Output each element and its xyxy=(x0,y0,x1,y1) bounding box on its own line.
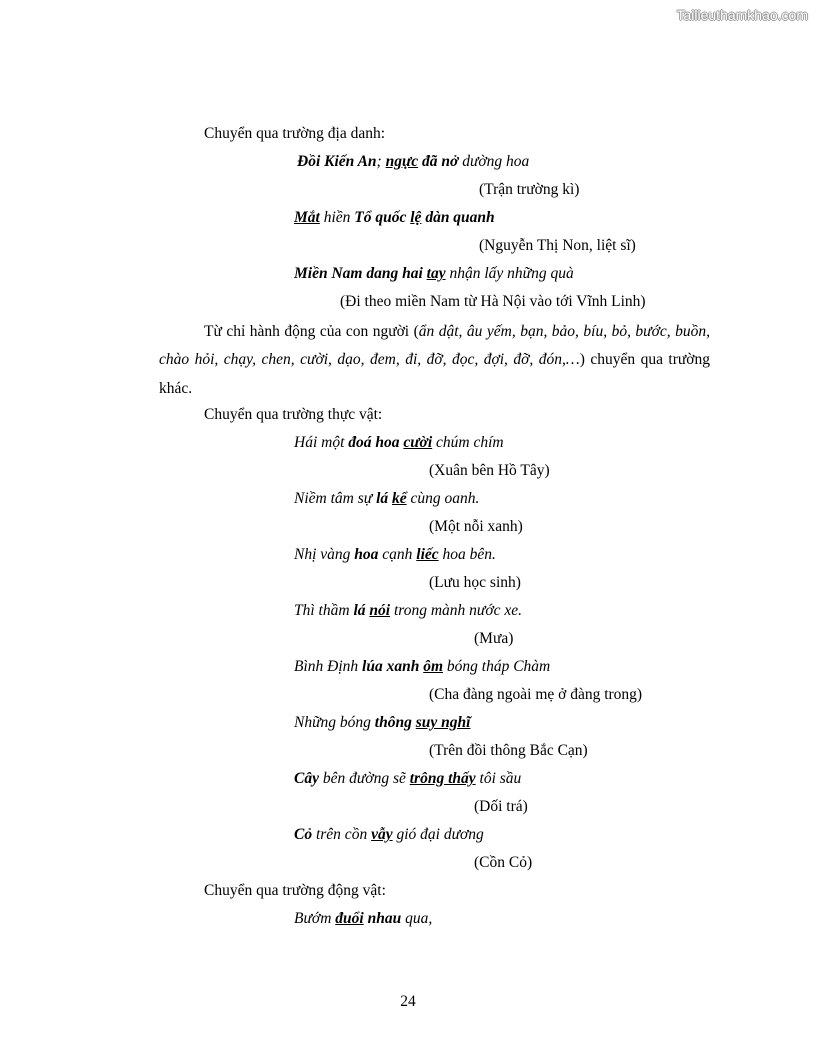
text: cùng oanh. xyxy=(406,490,480,507)
example-line xyxy=(297,152,529,172)
emph-underlined: cười xyxy=(403,434,433,451)
text: gió đại dương xyxy=(392,826,484,843)
emph-underlined: đuổi xyxy=(335,910,364,927)
text: ) chuyển qua trường khác. xyxy=(159,351,710,397)
text: chúm chím xyxy=(432,434,504,451)
text: qua, xyxy=(401,910,433,927)
emph: Đồi Kiến An xyxy=(297,153,377,170)
emph-underlined: suy nghĩ xyxy=(415,714,471,731)
example-source: (Trên đồi thông Bắc Cạn) xyxy=(429,742,588,759)
example-source: (Một nỗi xanh) xyxy=(429,518,523,535)
emph-underlined: kể xyxy=(392,490,407,507)
example-line xyxy=(294,545,496,565)
emph: lúa xanh xyxy=(362,658,420,675)
emph: hoa xyxy=(354,546,379,563)
verb-list: ẩn dật, âu yếm, bạn, bảo, bíu, bỏ, bước, buồn, chào hỏi, chạy, chen, cười, dạo, đem, đi, đỡ, đọc, đợi, đỡ, đón,… xyxy=(159,323,711,369)
heading-plants: Chuyển qua trường thực vật: xyxy=(204,406,383,423)
emph: nhau xyxy=(367,910,402,927)
example-source: (Mưa) xyxy=(474,630,514,647)
page-number: 24 xyxy=(400,993,416,1010)
example-line xyxy=(294,264,574,284)
text: Thì thầm xyxy=(294,602,354,619)
example-line xyxy=(294,601,522,621)
example-source: (Cồn Cỏ) xyxy=(474,854,533,871)
text: Niềm tâm sự xyxy=(294,490,377,507)
text: bên đường sẽ xyxy=(318,770,410,787)
text: Hái một xyxy=(294,434,349,451)
example-source: (Đi theo miền Nam từ Hà Nội vào tới Vĩnh Linh) xyxy=(340,293,646,310)
emph-underlined: lệ xyxy=(410,209,422,226)
emph-underlined: Mắt xyxy=(294,209,320,226)
text: hiền xyxy=(319,209,355,226)
watermark: Tailieuthamkhao.com xyxy=(676,7,808,23)
emph-underlined: ngực xyxy=(385,153,419,170)
emph-underlined: liếc xyxy=(416,546,439,563)
example-source: (Cha đàng ngoài mẹ ở đàng trong) xyxy=(429,686,643,703)
emph: lá xyxy=(376,490,389,507)
body-paragraph xyxy=(159,318,710,403)
text: cạnh xyxy=(378,546,417,563)
example-source: (Nguyễn Thị Non, liệt sĩ) xyxy=(479,237,636,254)
emph-underlined: nói xyxy=(369,602,391,619)
text: ; xyxy=(376,153,386,170)
text: Những bóng xyxy=(294,714,375,731)
text: trên cồn xyxy=(312,826,372,843)
emph-underlined: trông thấy xyxy=(409,770,476,787)
emph-underlined: vẫy xyxy=(371,826,393,843)
example-source: (Xuân bên Hồ Tây) xyxy=(429,462,550,479)
emph: đã nở xyxy=(422,153,459,170)
example-line xyxy=(294,657,550,677)
emph: lá xyxy=(353,602,366,619)
example-line xyxy=(294,208,495,228)
example-line xyxy=(294,713,470,733)
emph: Tổ quốc xyxy=(354,209,407,226)
text: Từ chỉ hành động của con người ( xyxy=(204,323,419,340)
emph: dàn quanh xyxy=(421,209,495,226)
emph-underlined: ôm xyxy=(423,658,444,675)
text: Nhị vàng xyxy=(294,546,355,563)
example-line xyxy=(294,909,432,929)
text: dường hoa xyxy=(458,153,530,170)
example-line xyxy=(294,489,479,509)
heading-place-names: Chuyển qua trường địa danh: xyxy=(204,125,386,142)
emph: thông xyxy=(374,714,412,731)
example-source: (Trận trường kì) xyxy=(479,181,580,198)
emph-underlined: tay xyxy=(426,265,446,282)
example-source: (Dối trá) xyxy=(474,798,528,815)
text: nhận lấy những quà xyxy=(445,265,574,282)
emph: Cây xyxy=(294,770,319,787)
text: Bướm xyxy=(294,910,336,927)
emph: Miền Nam dang hai xyxy=(294,265,423,282)
emph: Cỏ xyxy=(294,826,313,843)
text: hoa bên. xyxy=(438,546,496,563)
text: bóng tháp Chàm xyxy=(443,658,551,675)
text: trong mành nước xe. xyxy=(390,602,523,619)
example-line xyxy=(294,769,521,789)
emph: đoá hoa xyxy=(348,434,400,451)
example-line xyxy=(294,825,484,845)
example-line xyxy=(294,433,504,453)
example-source: (Lưu học sinh) xyxy=(429,574,521,591)
heading-animals: Chuyển qua trường động vật: xyxy=(204,882,386,899)
text: tôi sầu xyxy=(475,770,522,787)
text: Bình Định xyxy=(294,658,363,675)
